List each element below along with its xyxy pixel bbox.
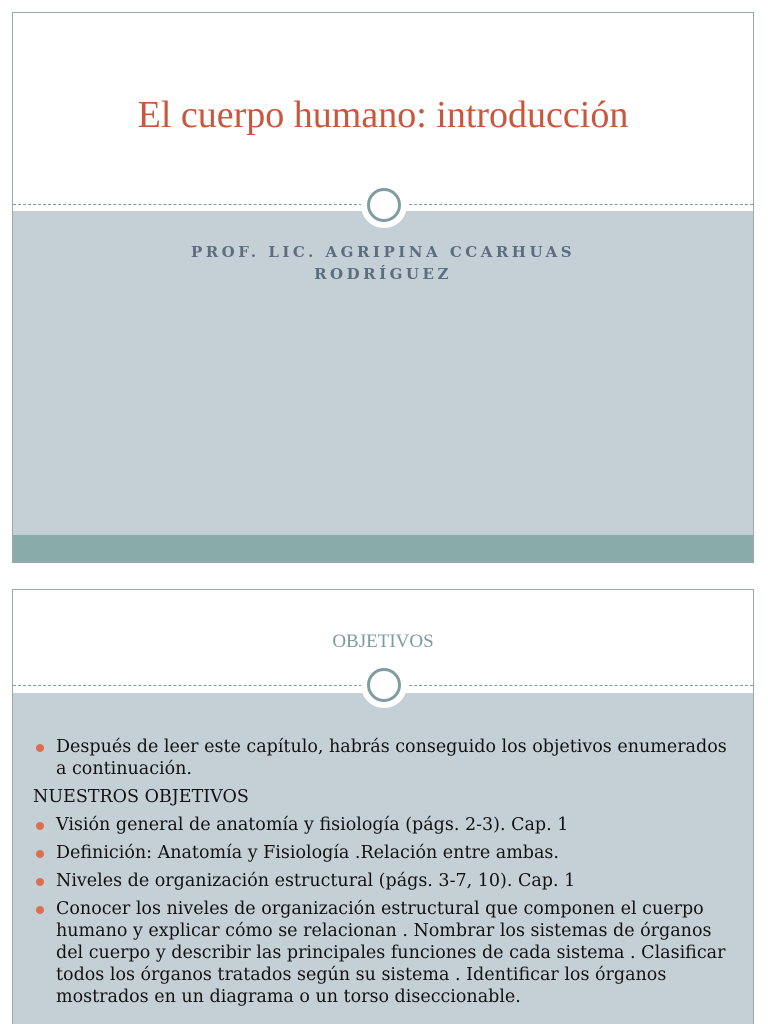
list-item: Niveles de organización estructural (págs. 3-7, 10). Cap. 1 [33,870,731,892]
section-heading: NUESTROS OBJETIVOS [33,787,249,807]
list-item: Visión general de anatomía y fisiología (págs. 2-3). Cap. 1 [33,814,731,836]
slide-title-heading: El cuerpo humano: introducción [137,94,629,136]
author-line-2: RODRÍGUEZ [314,265,452,283]
list-item: Conocer los niveles de organización estructural que componen el cuerpo humano y explicar cómo se relacionan . Nombrar los sistemas de órganos del cuerpo y describir las principales funciones de cada sistema . Clasificar todos los órganos tratados según su sistema . Identificar los órganos mostrados en un diagrama o un torso diseccionable. [33,898,731,1008]
author-subtitle [13,241,753,285]
circle-ornament-icon [361,182,407,228]
list-item: Definición: Anatomía y Fisiología .Relación entre ambas. [33,842,731,864]
list-item-intro: Después de leer este capítulo, habrás conseguido los objetivos enumerados a continuación. [33,736,731,780]
objectives-heading: OBJETIVOS [332,631,434,652]
slide-objectives [12,589,754,1024]
circle-ornament-icon [361,662,407,708]
slide-title [12,12,754,563]
objectives-content [33,736,731,1014]
author-line-1: PROF. LIC. AGRIPINA CCARHUAS [190,243,576,261]
footer-band [13,535,753,562]
